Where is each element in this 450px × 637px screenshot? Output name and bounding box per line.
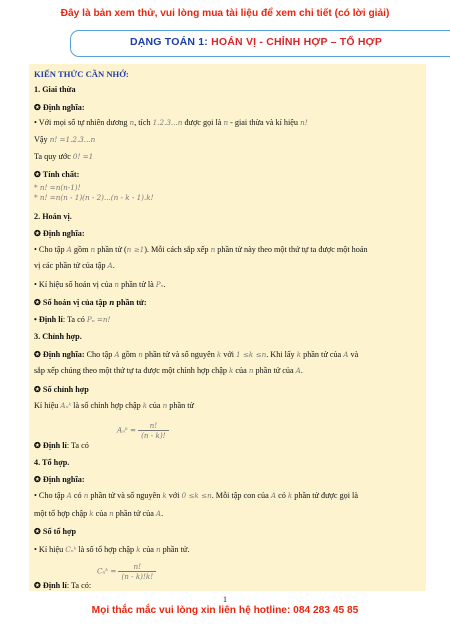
s1-def-line: • Với mọi số tự nhiên dương n, tích 1.2.3...n được gọi là n - giai thừa và kí hiệu n! [34, 118, 308, 127]
s4-theorem-line: ✪ Định lí: Ta có: [34, 581, 92, 590]
s1-prop-1: * n! =n(n-1)! [34, 183, 81, 192]
page-number: 1 [223, 595, 227, 604]
s2-def-line-2: vị các phần tử của tập A. [34, 261, 115, 270]
s2-def-line-1: • Cho tập A gồm n phần tử (n ≥1). Mỗi cách sắp xếp n phần tử này theo một thứ tự ta được một hoán [34, 245, 368, 254]
s3-def-line-2: sắp xếp chúng theo một thứ tự ta được một chỉnh hợp chập k của n phần tử của A. [34, 366, 303, 375]
s1-def-label: ✪ Định nghĩa: [34, 103, 85, 112]
s3-formula: Aₙᵏ = $\frac{n!}{(n - k)!}$ [117, 421, 422, 440]
s3-theorem-line: ✪ Định lí: Ta có [34, 441, 89, 450]
s2-notation-line: • Kí hiệu số hoán vị của n phần tử là Pₙ. [34, 280, 166, 289]
s4-notation-line: • Kí hiệu Cₙᵏ là số tổ hợp chập k của n phần tử. [34, 545, 190, 554]
page-title [70, 36, 442, 48]
s4-def-line-1: • Cho tập A có n phần tử và số nguyên k với 0 ≤k ≤n. Mỗi tập con của A có k phần tử được gọi là [34, 491, 358, 500]
s4-def-label: ✪ Định nghĩa: [34, 475, 85, 484]
section-heading: KIẾN THỨC CẦN NHỚ: [34, 69, 129, 79]
preview-banner: Đây là bản xem thử, vui lòng mua tài liệu để xem chi tiết (có lời giải) [60, 8, 390, 19]
hotline-banner: Mọi thắc mắc vui lòng xin liên hệ hotline: 084 283 45 85 [91, 605, 359, 616]
s3-def-line-1: ✪ Định nghĩa: Cho tập A gồm n phần tử và số nguyên k với 1 ≤k ≤n. Khi lấy k phần tử của A và [34, 350, 359, 359]
s2-def-label: ✪ Định nghĩa: [34, 229, 85, 238]
s1-prop-2: * n! =n(n - 1)(n - 2)...(n - k - 1).k! [34, 193, 154, 202]
s4-def-line-2: một tổ hợp chập k của n phần tử của A. [34, 509, 164, 518]
s3-notation-line: Kí hiệu Aₙᵏ là số chỉnh hợp chập k của n phần tử [34, 401, 194, 410]
title-part-1: DẠNG TOÁN 1: [129, 36, 208, 48]
s3-count-label: ✪ Số chỉnh hợp [34, 385, 89, 394]
s1-vay-line: Vậy n! =1.2.3...n [34, 135, 96, 144]
s1-title: 1. Giai thừa [34, 85, 76, 94]
s2-count-label: ✪ Số hoán vị của tập n phần tử: [34, 298, 147, 307]
s2-theorem-line: • Định lí: Ta có Pₙ =n! [34, 315, 111, 324]
s4-title: 4. Tổ hợp. [34, 458, 70, 467]
s4-fraction: $\frac{n!}{(n - k)!k!}$ [118, 562, 156, 581]
knowledge-box [29, 64, 426, 591]
s2-title: 2. Hoán vị. [34, 212, 72, 221]
title-part-2: HOÁN VỊ - CHỈNH HỢP – TỔ HỢP [211, 36, 383, 48]
s4-count-label: ✪ Số tổ hợp [34, 527, 77, 536]
s1-convention-line: Ta quy ước 0! =1 [34, 152, 94, 161]
s4-formula: Cₙᵏ = $\frac{n!}{(n - k)!k!}$ [97, 562, 422, 581]
s1-prop-label: ✪ Tính chất: [34, 170, 80, 179]
s3-fraction: $\frac{n!}{(n - k)!}$ [138, 421, 168, 440]
s3-title: 3. Chỉnh hợp. [34, 332, 82, 341]
